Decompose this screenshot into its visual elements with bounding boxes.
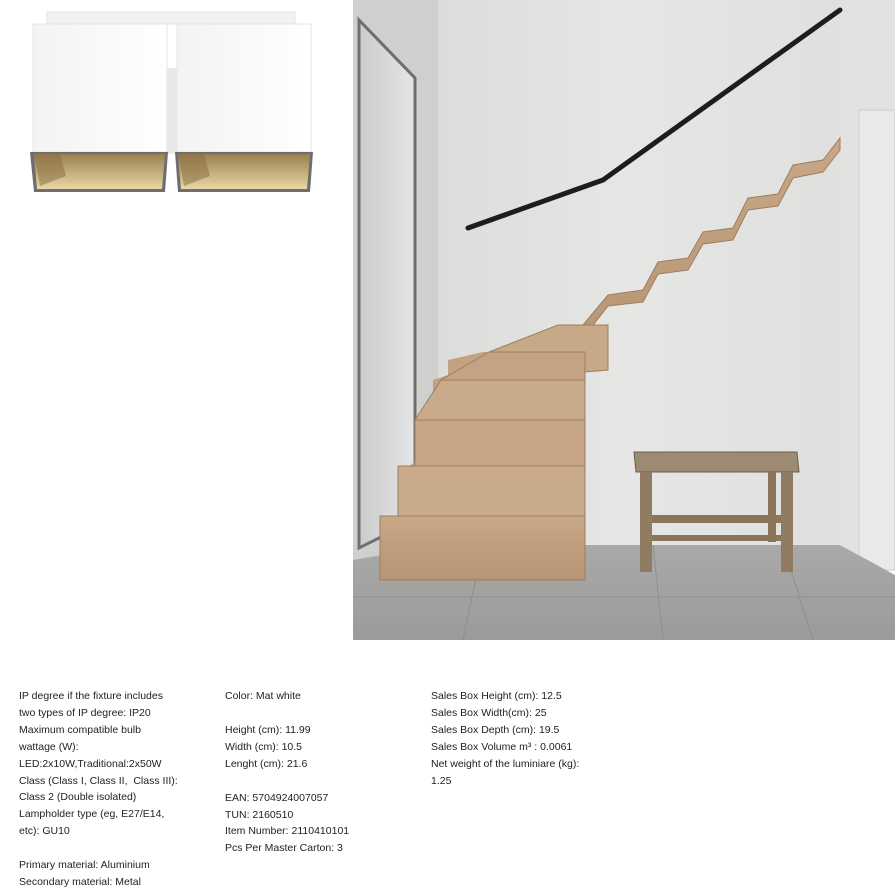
spec-line: Width (cm): 10.5 (225, 740, 303, 753)
spec-gap (225, 705, 415, 722)
spec-line: TUN: 2160510 (225, 808, 294, 821)
spec-gap (19, 840, 209, 857)
spec-column-1 (19, 688, 209, 891)
spec-line: Color: Mat white (225, 690, 301, 702)
spec-line: etc): GU10 (19, 825, 70, 838)
product-illustration (0, 0, 352, 230)
spec-line: Class 2 (Double isolated) (19, 791, 137, 804)
spec-line: Secondary material: Metal (19, 876, 141, 889)
specifications (0, 688, 895, 892)
spec-line: IP degree if the fixture includes (19, 690, 163, 702)
spec-line: Sales Box Depth (cm): 19.5 (431, 723, 560, 736)
spec-line: two types of IP degree: IP20 (19, 706, 151, 719)
spec-line: Lampholder type (eg, E27/E14, (19, 808, 165, 821)
spec-line: Primary material: Aluminium (19, 859, 150, 872)
spec-column-3 (431, 688, 631, 789)
spec-line: Item Number: 2110410101 (225, 825, 350, 838)
spec-line: Pcs Per Master Carton: 3 (225, 842, 343, 855)
spec-line: Class (Class I, Class II, Class III): (19, 774, 178, 787)
spec-line: Maximum compatible bulb (19, 723, 141, 736)
product-image (0, 0, 352, 230)
spec-line: LED:2x10W,Traditional:2x50W (19, 757, 162, 770)
spec-line: Height (cm): 11.99 (225, 723, 311, 736)
spec-line: EAN: 5704924007057 (225, 791, 329, 804)
spec-column-2 (225, 688, 415, 857)
spec-line: wattage (W): (19, 740, 79, 753)
room-photo (353, 0, 895, 640)
spec-gap (225, 773, 415, 790)
spec-line: Net weight of the luminiare (kg): (431, 757, 580, 770)
spec-line: 1.25 (431, 774, 452, 787)
spec-line: Lenght (cm): 21.6 (225, 757, 308, 770)
spec-line: Sales Box Volume m³ : 0.0061 (431, 740, 573, 753)
staircase-scene (353, 0, 895, 640)
spec-line: Sales Box Width(cm): 25 (431, 706, 547, 719)
spec-line: Sales Box Height (cm): 12.5 (431, 690, 562, 702)
